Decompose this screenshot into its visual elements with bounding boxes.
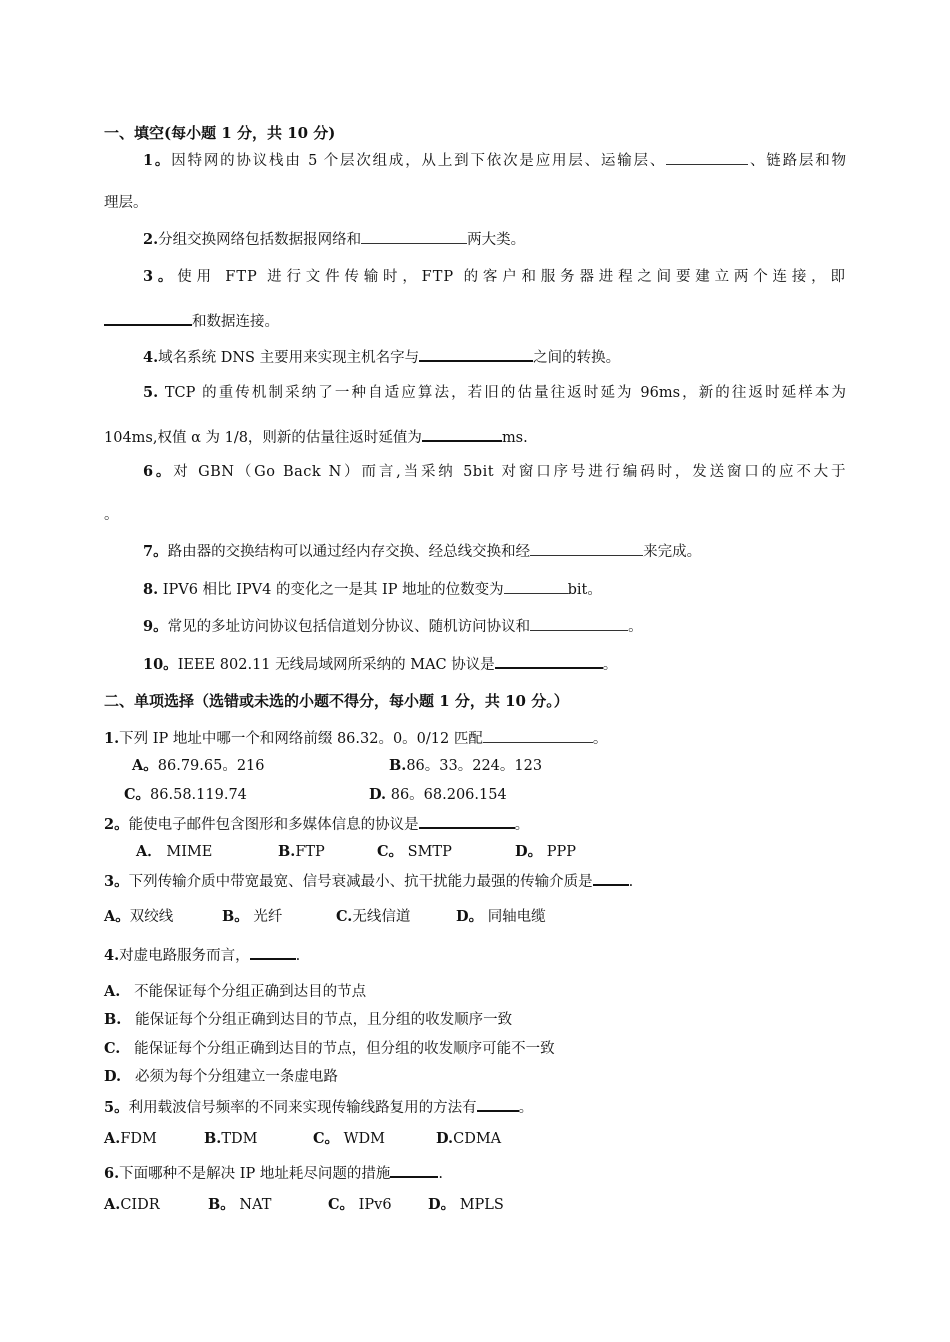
answer-blank[interactable] bbox=[530, 616, 628, 631]
option-c[interactable] bbox=[313, 1129, 385, 1149]
option-text: 双绞线 bbox=[129, 909, 174, 925]
option-label: D。 bbox=[515, 843, 543, 860]
q-text: 下面哪种不是解决 IP 地址耗尽问题的措施 bbox=[119, 1166, 391, 1182]
q-text: 利用载波信号频率的不同来实现传输线路复用的方法有 bbox=[128, 1100, 477, 1116]
option-text: TDM bbox=[221, 1131, 258, 1147]
q-text-post: 。 bbox=[628, 619, 643, 635]
option-a[interactable] bbox=[104, 1129, 157, 1149]
option-label: A。 bbox=[132, 757, 158, 774]
option-text: 86.58.119.74 bbox=[150, 787, 247, 803]
q-number: 7。 bbox=[143, 543, 168, 560]
option-text: FDM bbox=[120, 1131, 157, 1147]
option-label: B. bbox=[104, 1011, 122, 1028]
option-text: 不能保证每个分组正确到达目的节点 bbox=[134, 984, 367, 1000]
option-label: C。 bbox=[313, 1130, 340, 1147]
q-text-post: 两大类。 bbox=[467, 232, 526, 248]
option-label: C。 bbox=[377, 843, 404, 860]
option-text: 必须为每个分组建立一条虚电路 bbox=[134, 1069, 338, 1085]
option-label: C。 bbox=[124, 786, 151, 803]
q-number: 3。 bbox=[104, 873, 129, 890]
q-number: 5。 bbox=[104, 1099, 129, 1116]
q-text: 下列传输介质中带宽最宽、信号衰减最小、抗干扰能力最强的传输介质是 bbox=[128, 874, 593, 890]
q-text-post: 和数据连接。 bbox=[192, 314, 279, 330]
mc-q2 bbox=[104, 813, 529, 835]
answer-blank[interactable] bbox=[666, 150, 748, 165]
option-label: B。 bbox=[222, 908, 249, 925]
q-text-post: 。 bbox=[514, 817, 530, 833]
option-d[interactable] bbox=[104, 1067, 338, 1087]
answer-blank[interactable] bbox=[477, 1096, 519, 1112]
option-text: MPLS bbox=[459, 1197, 504, 1213]
fill-q1-cont: 理层。 bbox=[104, 195, 148, 211]
q-text: IPV6 相比 IPV4 的变化之一是其 IP 地址的位数变为 bbox=[162, 582, 504, 598]
option-text: 能保证每个分组正确到达目的节点，但分组的收发顺序可能不一致 bbox=[134, 1041, 555, 1057]
option-label: A。 bbox=[104, 908, 130, 925]
q-text-post: 之间的转换。 bbox=[533, 350, 621, 366]
option-text: 能保证每个分组正确到达目的节点，且分组的收发顺序一致 bbox=[135, 1012, 513, 1028]
option-label: B。 bbox=[208, 1196, 235, 1213]
answer-blank[interactable] bbox=[104, 310, 192, 326]
fill-q10 bbox=[143, 653, 617, 675]
q-text-post: 。 bbox=[518, 1100, 534, 1116]
option-c[interactable] bbox=[124, 785, 247, 805]
option-b[interactable] bbox=[208, 1195, 271, 1215]
option-label: D。 bbox=[428, 1196, 456, 1213]
mc-q6 bbox=[104, 1162, 443, 1184]
option-text: 无线信道 bbox=[352, 909, 411, 925]
fill-q3-cont bbox=[104, 310, 279, 332]
fill-q8 bbox=[143, 579, 602, 600]
q-text: 域名系统 DNS 主要用来实现主机名字与 bbox=[158, 350, 420, 366]
option-a[interactable] bbox=[136, 842, 212, 862]
q-text-cont: 104ms,权值 α 为 1/8，则新的估量往返时延值为 bbox=[104, 430, 422, 446]
q-number: 3。 bbox=[143, 268, 178, 285]
answer-blank[interactable] bbox=[250, 944, 296, 960]
q-text: 使用 FTP 进行文件传输时，FTP 的客户和服务器进程之间要建立两个连接，即 bbox=[177, 269, 846, 285]
option-c[interactable] bbox=[328, 1195, 392, 1215]
q-text-post: bit。 bbox=[567, 582, 602, 598]
q-number: 8. bbox=[143, 581, 159, 598]
q-text: 对虚电路服务而言， bbox=[119, 948, 250, 964]
option-a[interactable] bbox=[104, 907, 173, 927]
option-a[interactable] bbox=[104, 982, 366, 1002]
fill-q3 bbox=[143, 267, 846, 287]
option-label: A. bbox=[104, 1130, 121, 1147]
option-text: WDM bbox=[343, 1131, 386, 1147]
mc-q5 bbox=[104, 1096, 533, 1118]
answer-blank[interactable] bbox=[419, 813, 515, 829]
mc-q3 bbox=[104, 870, 633, 892]
option-text: NAT bbox=[239, 1197, 272, 1213]
fill-q6-cont: 。 bbox=[104, 507, 119, 523]
mc-q4 bbox=[104, 944, 300, 966]
q-number: 9。 bbox=[143, 618, 168, 635]
option-label: D. bbox=[436, 1130, 454, 1147]
q-number: 4. bbox=[104, 947, 120, 964]
option-text: CDMA bbox=[453, 1131, 502, 1147]
q-number: 5. bbox=[143, 384, 159, 401]
option-text: CIDR bbox=[120, 1197, 160, 1213]
fill-q4 bbox=[143, 346, 620, 368]
option-text: MIME bbox=[166, 844, 213, 860]
option-b[interactable] bbox=[389, 756, 542, 776]
fill-q7 bbox=[143, 541, 701, 562]
option-d[interactable] bbox=[456, 907, 546, 927]
option-b[interactable] bbox=[204, 1129, 257, 1149]
option-text: 86。33。224。123 bbox=[406, 758, 543, 774]
answer-blank[interactable] bbox=[483, 728, 593, 743]
q-text: 因特网的协议栈由 5 个层次组成，从上到下依次是应用层、运输层、 bbox=[171, 153, 667, 169]
q-number: 6. bbox=[104, 1165, 120, 1182]
answer-blank[interactable] bbox=[361, 229, 467, 244]
option-label: B. bbox=[389, 757, 407, 774]
option-label: C. bbox=[104, 1040, 121, 1057]
option-label: A． bbox=[136, 843, 162, 860]
option-b[interactable] bbox=[104, 1010, 512, 1030]
q-number: 4. bbox=[143, 349, 159, 366]
option-text: SMTP bbox=[407, 844, 452, 860]
option-label: D。 bbox=[456, 908, 484, 925]
answer-blank[interactable] bbox=[593, 870, 629, 886]
answer-blank[interactable] bbox=[422, 426, 502, 442]
fill-q5 bbox=[143, 383, 846, 403]
q-text-post: 、链路层和物 bbox=[748, 153, 846, 169]
fill-q9 bbox=[143, 616, 643, 637]
option-label: D. bbox=[104, 1068, 122, 1085]
q-text-post: . bbox=[295, 948, 301, 964]
q-text-post: 。 bbox=[602, 657, 618, 673]
option-text: 86.79.65。216 bbox=[157, 758, 265, 774]
answer-blank[interactable] bbox=[495, 653, 603, 669]
q-number: 1。 bbox=[143, 152, 172, 169]
q-text-post: . bbox=[438, 1166, 443, 1182]
option-label: C。 bbox=[328, 1196, 355, 1213]
fill-q1 bbox=[143, 150, 846, 171]
option-c[interactable] bbox=[336, 907, 410, 927]
q-text-post: 。 bbox=[592, 731, 608, 747]
q-number: 1. bbox=[104, 730, 120, 747]
section2-title: 二、单项选择（选错或未选的小题不得分，每小题 1 分，共 10 分。） bbox=[104, 692, 569, 710]
option-label: A. bbox=[104, 1196, 121, 1213]
option-d[interactable] bbox=[369, 785, 507, 805]
option-text: 光纤 bbox=[253, 909, 283, 925]
answer-blank[interactable] bbox=[504, 579, 568, 594]
q-number: 6。 bbox=[143, 463, 174, 480]
q-text: 常见的多址访问协议包括信道划分协议、随机访问协议和 bbox=[167, 619, 531, 635]
option-a[interactable] bbox=[132, 756, 265, 776]
q-text-post: . bbox=[628, 874, 634, 890]
answer-blank[interactable] bbox=[530, 541, 643, 556]
fill-q2 bbox=[143, 229, 525, 250]
option-b[interactable] bbox=[222, 907, 282, 927]
fill-q6 bbox=[143, 462, 846, 482]
q-text: 对 GBN（Go Back N）而言,当采纳 5bit 对窗口序号进行编码时，发送窗口的应不大于 bbox=[173, 464, 846, 480]
option-text: 同轴电缆 bbox=[487, 909, 546, 925]
option-text: FTP bbox=[295, 844, 325, 860]
option-text: PPP bbox=[546, 844, 576, 860]
option-label: D. bbox=[369, 786, 387, 803]
q-text: 能使电子邮件包含图形和多媒体信息的协议是 bbox=[128, 817, 419, 833]
option-a[interactable] bbox=[104, 1195, 160, 1215]
option-c[interactable] bbox=[104, 1039, 555, 1059]
q-text: 路由器的交换结构可以通过经内存交换、经总线交换和经 bbox=[167, 544, 531, 560]
option-label: C. bbox=[336, 908, 353, 925]
q-number: 2. bbox=[143, 231, 159, 248]
q-text: 下列 IP 地址中哪一个和网络前缀 86.32。0。0/12 匹配 bbox=[119, 731, 483, 747]
option-d[interactable] bbox=[428, 1195, 504, 1215]
q-number: 2。 bbox=[104, 816, 129, 833]
option-label: B. bbox=[204, 1130, 222, 1147]
option-text: IPv6 bbox=[358, 1197, 392, 1213]
option-c[interactable] bbox=[377, 842, 452, 862]
q-text: IEEE 802.11 无线局域网所采纳的 MAC 协议是 bbox=[177, 657, 495, 673]
option-d[interactable] bbox=[436, 1129, 501, 1149]
option-text: 86。68.206.154 bbox=[390, 787, 507, 803]
q-text-post: 来完成。 bbox=[643, 544, 702, 560]
q-number: 10。 bbox=[143, 656, 178, 673]
q-text: TCP 的重传机制采纳了一种自适应算法，若旧的估量往返时延为 96ms，新的往返时延样本为 bbox=[164, 385, 846, 401]
q-text-post: ms. bbox=[501, 430, 528, 446]
option-b[interactable] bbox=[278, 842, 325, 862]
section1-title: 一、填空(每小题 1 分，共 10 分) bbox=[104, 124, 336, 142]
option-label: A. bbox=[104, 983, 121, 1000]
q-text: 分组交换网络包括数据报网络和 bbox=[158, 232, 362, 248]
mc-q1 bbox=[104, 728, 607, 749]
answer-blank[interactable] bbox=[390, 1162, 438, 1178]
answer-blank[interactable] bbox=[419, 346, 533, 362]
option-d[interactable] bbox=[515, 842, 576, 862]
option-label: B. bbox=[278, 843, 296, 860]
fill-q5-cont bbox=[104, 426, 528, 448]
